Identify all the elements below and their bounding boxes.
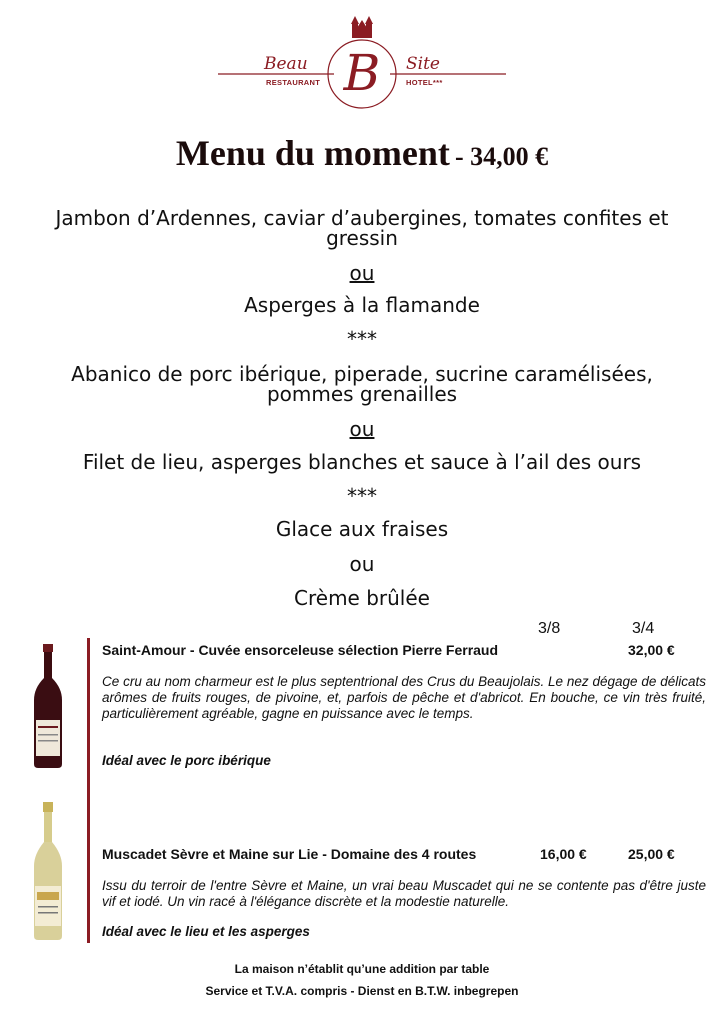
starter-1-line-2: gressin	[326, 226, 398, 250]
wine-1-pairing: Idéal avec le porc ibérique	[102, 753, 271, 768]
svg-text:B: B	[343, 44, 381, 102]
wine-1-description: Ce cru au nom charmeur est le plus septentrional des Crus du Beaujolais. Le nez dégage de délicats arômes de fruits rouges, de pivoine, et, parfois de pêche et d'abricot. En bouche, ce vin très fruité, particulièrement agréable, gagne en puissance avec le temps.	[102, 674, 706, 721]
starter-2: Asperges à la flamande	[244, 293, 480, 317]
white-wine-bottle-icon	[28, 802, 68, 940]
dessert-2: Crème brûlée	[294, 586, 430, 610]
menu-title	[0, 132, 724, 174]
course-separator-2: ***	[347, 484, 377, 508]
logo-graphic	[216, 14, 508, 114]
footer-note-1: La maison n’établit qu’une addition par table	[234, 962, 490, 976]
wine-1-price-large: 32,00 €	[628, 642, 675, 658]
menu-title-text: Menu du moment	[175, 133, 450, 173]
logo-label-hotel: HOTEL***	[406, 78, 443, 87]
wine-2-price-small: 16,00 €	[540, 846, 587, 862]
red-wine-bottle-icon	[28, 644, 68, 768]
or-separator-1: ou	[349, 261, 375, 285]
wine-2-price-large: 25,00 €	[628, 846, 675, 862]
wine-2-name: Muscadet Sèvre et Maine sur Lie - Domaine des 4 routes	[102, 846, 477, 862]
main-1-line-1: Abanico de porc ibérique, piperade, sucrine caramélisées,	[71, 362, 653, 386]
wine-2-pairing: Idéal avec le lieu et les asperges	[102, 924, 310, 939]
starter-1-line-1: Jambon d’Ardennes, caviar d’aubergines, tomates confites et	[55, 206, 669, 230]
logo-label-restaurant: RESTAURANT	[266, 78, 321, 87]
dessert-1: Glace aux fraises	[275, 517, 449, 541]
logo-word-left: Beau	[264, 54, 308, 74]
wine-section-divider	[87, 638, 90, 943]
menu-price: - 34,00 €	[454, 142, 549, 171]
or-separator-3: ou	[349, 552, 375, 576]
wine-2-description: Issu du terroir de l'entre Sèvre et Maine, un vrai beau Muscadet qui ne se contente pas d'être juste vif et iodé. Un vin racé à l'élégance discrète et la modestie naturelle.	[102, 878, 706, 909]
main-2: Filet de lieu, asperges blanches et sauce à l’ail des ours	[82, 450, 642, 474]
wine-col-header-large: 3/4	[632, 620, 655, 637]
or-separator-2: ou	[349, 417, 375, 441]
wine-1-name: Saint-Amour - Cuvée ensorceleuse sélection Pierre Ferraud	[102, 642, 499, 658]
footer-note-2: Service et T.V.A. compris - Dienst en B.T.W. inbegrepen	[205, 984, 519, 998]
main-1-line-2: pommes grenailles	[266, 382, 458, 406]
course-separator-1: ***	[347, 327, 377, 351]
logo-word-right: Site	[406, 54, 440, 74]
wine-col-header-small: 3/8	[538, 620, 561, 637]
restaurant-logo	[216, 14, 508, 114]
castle-icon	[351, 16, 373, 38]
